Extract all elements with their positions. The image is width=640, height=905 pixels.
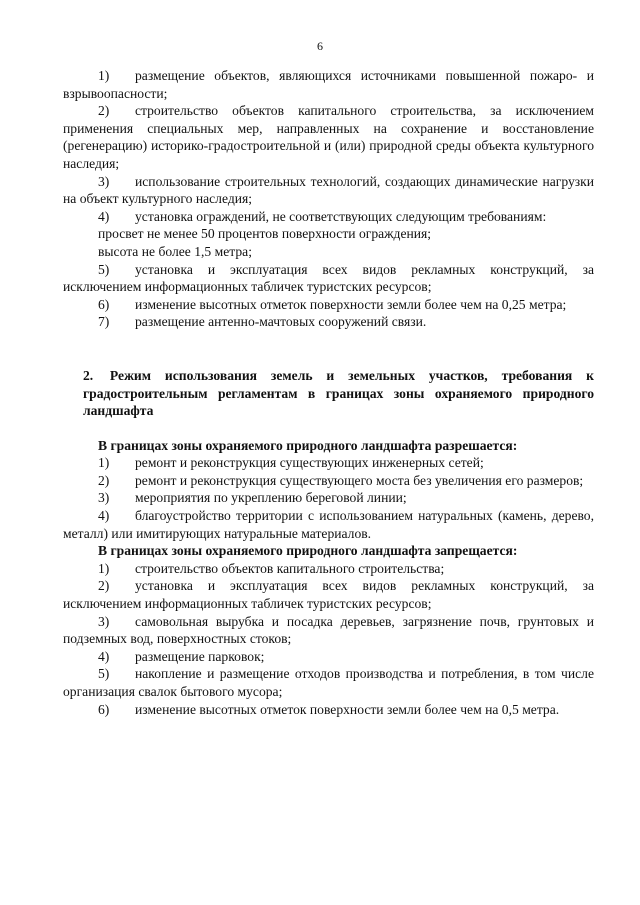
list-item: 1) размещение объектов, являющихся источниками повышенной пожаро- и взрывоопасности; <box>63 68 594 101</box>
section-number: 2. <box>83 367 94 383</box>
forbidden-heading: В границах зоны охраняемого природного ландшафта запрещается: <box>98 543 518 559</box>
list-item: 4) благоустройство территории с использованием натуральных (камень, дерево, металл) или имитирующих натуральные материалов. <box>63 508 594 541</box>
list-item: 3) самовольная вырубка и посадка деревьев, загрязнение почв, грунтовых и подземных вод, поверхностных стоков; <box>63 613 594 647</box>
list-item: 2) установка и эксплуатация всех видов рекламных конструкций, за исключением информационных табличек туристских ресурсов; <box>63 578 594 612</box>
page-number: 6 <box>317 39 323 53</box>
list-item: 7) размещение антенно-мачтовых сооружений связи. <box>98 314 427 330</box>
list-item: 2) ремонт и реконструкция существующего моста без увеличения его размеров; <box>98 472 584 488</box>
sub-item: просвет не менее 50 процентов поверхности ограждения; <box>98 226 432 242</box>
list-item: 6) изменение высотных отметок поверхности земли более чем на 0,25 метра; <box>98 296 567 312</box>
list-item: 5) накопление и размещение отходов производства и потребления, в том числе организация свалок бытового мусора; <box>63 666 594 699</box>
sub-item: высота не более 1,5 метра; <box>98 243 252 259</box>
list-item: 2) строительство объектов капитального строительства, за исключением применения специальных мер, направленных на сохранение и восстановление (регенерацию) историко-градостроительной и (или) природной среды объекта культурного наследия; <box>63 103 594 171</box>
list-item: 3) использование строительных технологий, создающих динамические нагрузки на объект культурного наследия; <box>63 173 594 207</box>
list-item: 1) строительство объектов капитального строительства; <box>98 560 445 576</box>
list-item: 6) изменение высотных отметок поверхности земли более чем на 0,5 метра. <box>98 701 560 717</box>
list-item: 5) установка и эксплуатация всех видов рекламных конструкций, за исключением информационных табличек туристских ресурсов; <box>63 261 594 295</box>
list-item: 4) установка ограждений, не соответствующих следующим требованиям: <box>98 208 547 224</box>
list-item: 1) ремонт и реконструкция существующих инженерных сетей; <box>98 455 484 471</box>
list-item: 4) размещение парковок; <box>98 648 265 664</box>
document-body <box>63 67 594 718</box>
section-title: Режим использования земель и земельных участков, требования к градостроительным регламентам в границах зоны охраняемого природного ландшафта <box>83 367 594 419</box>
section-heading <box>63 367 594 420</box>
allowed-heading: В границах зоны охраняемого природного ландшафта разрешается: <box>98 437 518 453</box>
list-item: 3) мероприятия по укреплению береговой линии; <box>98 490 407 506</box>
